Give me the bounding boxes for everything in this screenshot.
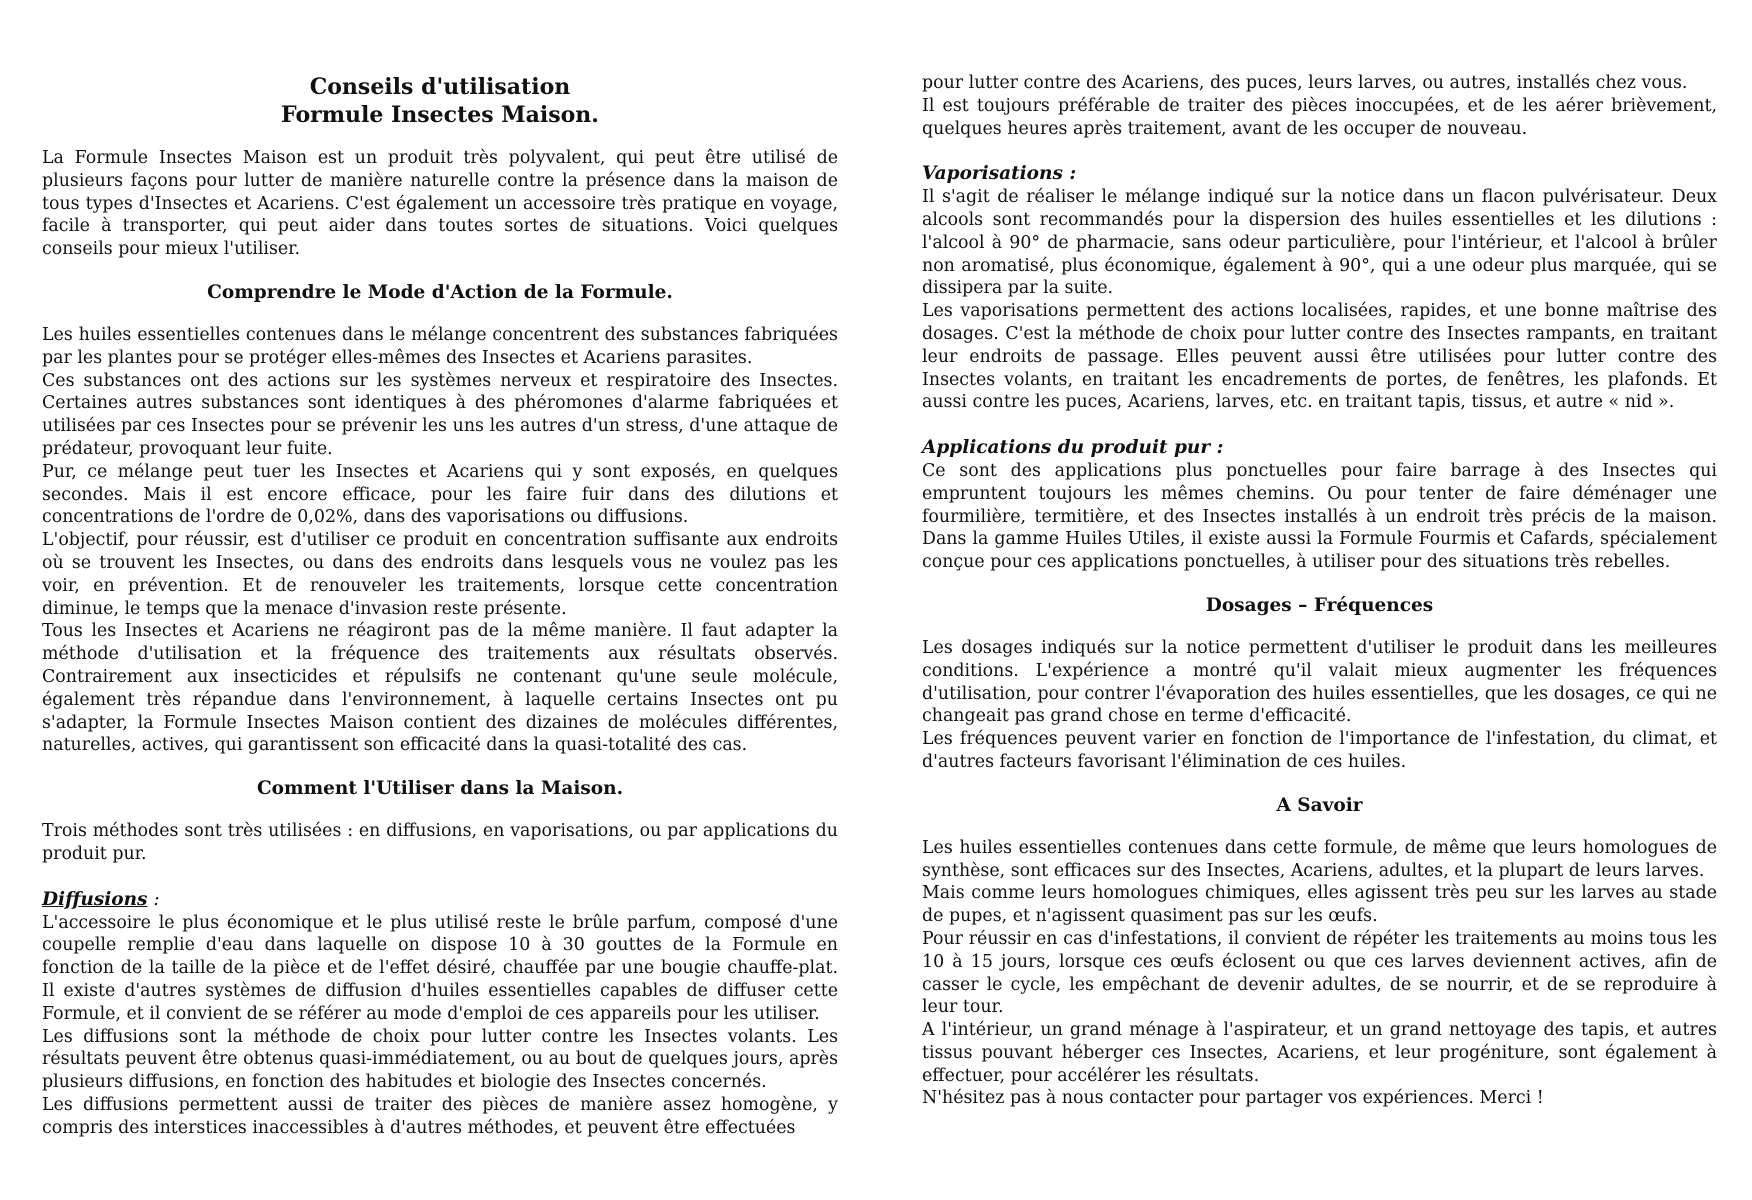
subheading-applications: Applications du produit pur :	[922, 437, 1224, 459]
continuation-paragraph: Il est toujours préférable de traiter des pièces inoccupées, et de les aérer brièvement, quelques heures après traitement, avant de les occuper de nouveau.	[922, 95, 1717, 139]
body-paragraph: Les diffusions sont la méthode de choix pour lutter contre les Insectes volants. Les résultats peuvent être obtenus quasi-immédiatement, ou au bout de quelques jours, après plusieurs diffusions, en fonction des habitudes et biologie des Insectes concernés.	[42, 1026, 838, 1093]
left-column	[42, 0, 838, 1139]
section-heading-mode-action: Comprendre le Mode d'Action de la Formule.	[207, 281, 673, 303]
body-paragraph: Ces substances ont des actions sur les systèmes nerveux et respiratoire des Insectes. Certaines autres substances sont identiques à des phéromones d'alarme fabriquées et utilisées par ces Insectes pour se prévenir les uns les autres d'un stress, d'une attaque de prédateur, provoquant leur fuite.	[42, 370, 838, 459]
body-paragraph: Il s'agit de réaliser le mélange indiqué sur la notice dans un flacon pulvérisateur. Deux alcools sont recommandés pour la dispersion des huiles essentielles et les dilutions : l'alcool à 90° de pharmacie, sans odeur particulière, pour l'intérieur, et l'alcool à brûler non aromatisé, plus économique, également à 90°, qui a une odeur plus marquée, qui se dissipera par la suite.	[922, 187, 1717, 299]
body-paragraph: Pour réussir en cas d'infestations, il convient de répéter les traitements au moins tous les 10 à 15 jours, lorsque ces œufs éclosent ou que ces larves deviennent actives, afin de casser le cycle, les empêchant de devenir adultes, de se nourrir, et de se reproduire à leur tour.	[922, 928, 1717, 1018]
body-paragraph: A l'intérieur, un grand ménage à l'aspirateur, et un grand nettoyage des tapis, et autres tissus pouvant héberger ces Insectes, Acariens, et leur progéniture, sont également à effectuer, pour accélérer les résultats.	[922, 1020, 1717, 1086]
subheading-vaporisations: Vaporisations :	[922, 163, 1077, 185]
title-line-1: Conseils d'utilisation	[309, 74, 571, 100]
section-heading-a-savoir: A Savoir	[1276, 794, 1363, 816]
right-column	[922, 0, 1717, 1110]
document-title	[42, 73, 838, 129]
closing-paragraph: N'hésitez pas à nous contacter pour partager vos expériences. Merci !	[922, 1088, 1544, 1109]
body-paragraph: Les diffusions permettent aussi de traiter des pièces de manière assez homogène, y compris des interstices inaccessibles à d'autres méthodes, et peuvent être effectuées	[42, 1094, 838, 1138]
section-heading-usage: Comment l'Utiliser dans la Maison.	[256, 778, 624, 800]
body-paragraph: Les vaporisations permettent des actions localisées, rapides, et une bonne maîtrise des dosages. C'est la méthode de choix pour lutter contre des Insectes rampants, en traitant leur endroits de passage. Elles peuvent aussi être utilisées pour lutter contre des Insectes volants, en traitant les encadrements de portes, de fenêtres, les plafonds. Et aussi contre les puces, Acariens, larves, etc. en traitant tapis, tissus, et autre « nid ».	[922, 301, 1717, 413]
intro-paragraph: La Formule Insectes Maison est un produit très polyvalent, qui peut être utilisé de plusieurs façons pour lutter de manière naturelle contre la présence dans la maison de tous types d'Insectes et Acariens. C'est également un accessoire très pratique en voyage, facile à transporter, qui peut aider dans toutes sortes de situations. Voici quelques conseils pour mieux l'utiliser.	[42, 148, 838, 260]
usage-intro-paragraph: Trois méthodes sont très utilisées : en diffusions, en vaporisations, ou par applications du produit pur.	[42, 821, 838, 864]
body-paragraph: Tous les Insectes et Acariens ne réagiront pas de la même manière. Il faut adapter la méthode d'utilisation et la fréquence des traitements aux résultats observés. Contrairement aux insecticides et répulsifs ne contenant qu'une seule molécule, également très répandue dans l'environnement, à laquelle certains Insectes ont pu s'adapter, la Formule Insectes Maison contient des dizaines de molécules différentes, naturelles, actives, qui garantissent son efficacité dans la quasi-totalité des cas.	[42, 621, 838, 756]
body-paragraph: Les huiles essentielles contenues dans cette formule, de même que leurs homologues de synthèse, sont efficaces sur des Insectes, Acariens, adultes, et la plupart de leurs larves.	[922, 837, 1717, 881]
body-paragraph: Les huiles essentielles contenues dans le mélange concentrent des substances fabriquées par les plantes pour se protéger elles-mêmes des Insectes et Acariens parasites.	[42, 324, 838, 368]
body-paragraph: Les dosages indiqués sur la notice permettent d'utiliser le produit dans les meilleures conditions. L'expérience a montré qu'il valait mieux augmenter les fréquences d'utilisation, pour contrer l'évaporation des huiles essentielles, que les dosages, ce qui ne changeait pas grand chose en terme d'efficacité.	[922, 637, 1717, 727]
title-line-2: Formule Insectes Maison.	[281, 102, 599, 128]
body-paragraph: Ce sont des applications plus ponctuelles pour faire barrage à des Insectes qui empruntent toujours les mêmes chemins. Ou pour tenter de faire déménager une fourmilière, termitière, et des Insectes installés à un endroit très précis de la maison. Dans la gamme Huiles Utiles, il existe aussi la Formule Fourmis et Cafards, spécialement conçue pour ces applications ponctuelles, à utiliser pour des situations très rebelles.	[922, 460, 1717, 573]
subheading-diffusions	[42, 889, 838, 912]
body-paragraph: Mais comme leurs homologues chimiques, elles agissent très peu sur les larves au stade de pupes, et n'agissent quasiment pas sur les œufs.	[922, 883, 1717, 927]
section-heading-dosages: Dosages – Fréquences	[1205, 594, 1434, 616]
subheading-diffusions-label: Diffusions	[42, 888, 148, 910]
body-paragraph: L'objectif, pour réussir, est d'utiliser ce produit en concentration suffisante aux endroits où se trouvent les Insectes, ou dans des endroits dans lesquels vous ne voulez pas les voir, en prévention. Et de renouveler les traitements, lorsque cette concentration diminue, le temps que la menace d'invasion reste présente.	[42, 530, 838, 619]
body-paragraph: Les fréquences peuvent varier en fonction de l'importance de l'infestation, du climat, et d'autres facteurs favorisant l'élimination de ces huiles.	[922, 729, 1717, 772]
body-paragraph: L'accessoire le plus économique et le plus utilisé reste le brûle parfum, composé d'une coupelle remplie d'eau dans laquelle on dispose 10 à 30 gouttes de la Formule en fonction de la taille de la pièce et de l'effet désiré, chauffée par une bougie chauffe-plat. Il existe d'autres systèmes de diffusion d'huiles essentielles capables de diffuser cette Formule, et il convient de se référer au mode d'emploi de ces appareils pour les utiliser.	[42, 912, 838, 1024]
subheading-diffusions-colon: :	[147, 888, 160, 910]
body-paragraph: Pur, ce mélange peut tuer les Insectes et Acariens qui y sont exposés, en quelques secondes. Mais il est encore efficace, pour les faire fuir dans des dilutions et concentrations de l'ordre de 0,02%, dans des vaporisations ou diffusions.	[42, 461, 838, 528]
continuation-paragraph: pour lutter contre des Acariens, des puces, leurs larves, ou autres, installés chez vous.	[922, 73, 1688, 93]
